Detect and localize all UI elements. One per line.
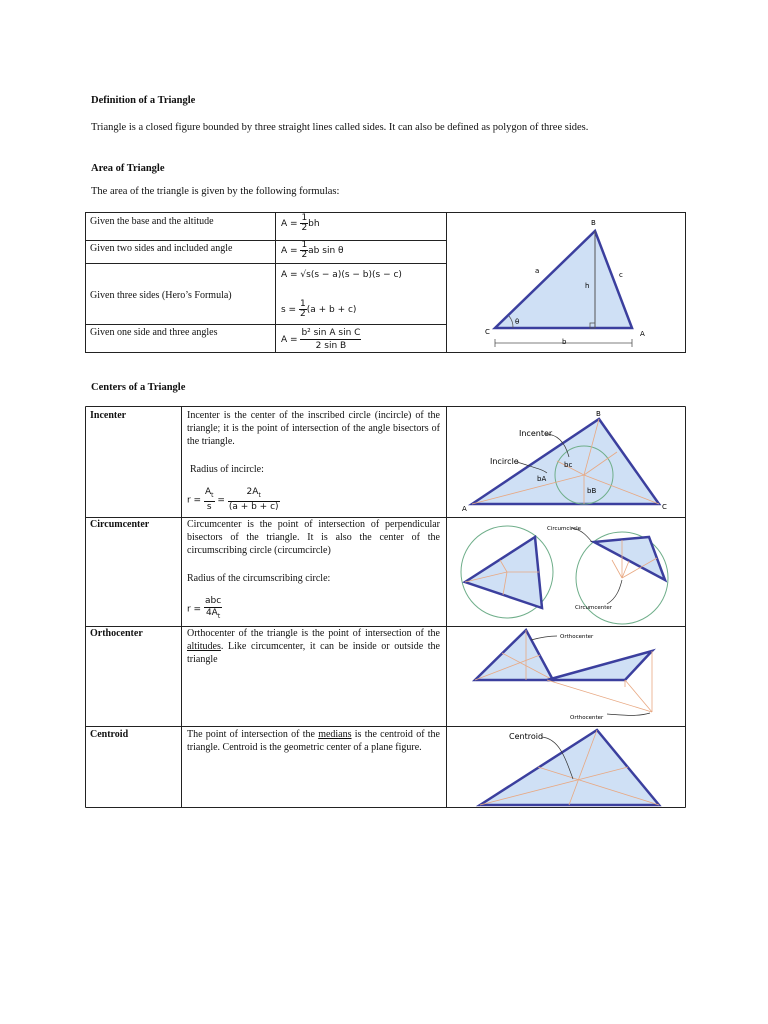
formula-two-sides-angle: A = $\frac{1}{2}$ ab sin θ (281, 240, 344, 260)
medians-link[interactable]: medians (318, 729, 352, 740)
incenter-vertex-b: B (596, 410, 601, 418)
circumcircle-label: Circumcircle (547, 526, 582, 532)
definition-heading: Definition of a Triangle (91, 95, 196, 106)
bisector-label-a: bA (537, 475, 547, 483)
area-intro: The area of the triangle is given by the following formulas: (91, 186, 340, 197)
orthocenter-title: Orthocenter (90, 628, 143, 639)
orthocenter-label-top: Orthocenter (560, 634, 594, 640)
centroid-label: Centroid (509, 732, 544, 741)
theta-label: θ (515, 318, 520, 326)
centers-heading: Centers of a Triangle (91, 382, 186, 393)
area-row-label: Given the base and the altitude (90, 216, 214, 227)
height-label: h (585, 282, 590, 290)
vertex-label-c: C (485, 328, 490, 336)
area-heading: Area of Triangle (91, 163, 165, 174)
incenter-label: Incenter (519, 429, 553, 438)
vertex-label-b: B (591, 219, 596, 227)
area-row-label: Given one side and three angles (90, 327, 218, 338)
orthocenter-diagram (447, 627, 685, 726)
circumcenter-diagram (447, 518, 685, 626)
vertex-label-a: A (640, 330, 645, 338)
orthocenter-description: Orthocenter of the triangle is the point of intersection of the altitudes. Like circumcenter, it can be inside or outside the triangle (187, 628, 440, 665)
altitudes-link[interactable]: altitudes (187, 641, 221, 652)
circumcircle-radius-label: Radius of the circumscribing circle: (187, 573, 331, 584)
area-row-label: Given three sides (Hero’s Formula) (90, 290, 232, 301)
definition-text: Triangle is a closed figure bounded by three straight lines called sides. It can also be defined as polygon of three sides. (91, 122, 589, 133)
incenter-description: Incenter is the center of the inscribed circle (incircle) of the triangle; it is the point of intersection of the angle bisectors of the triangle. (187, 410, 440, 447)
circumcircle-radius-formula: r = $\frac{\text{abc}}{4A_t}$ (187, 596, 222, 620)
centroid-triangle (480, 730, 659, 805)
incenter-vertex-a: A (462, 505, 467, 513)
bisector-label-c: bc (564, 461, 573, 469)
incenter-diagram (447, 407, 685, 517)
circumcenter-label: Circumcenter (575, 605, 613, 611)
formula-semiperimeter: s = $\frac{1}{2}$ (a + b + c) (281, 299, 357, 319)
incircle-radius-formula: r = $\frac{A_t}{s}$ = $\frac{2A_t}{(a + b + c)}$ (187, 487, 279, 512)
incenter-title: Incenter (90, 410, 127, 421)
orthocenter-label-bottom: Orthocenter (570, 715, 604, 721)
circumcenter-description: Circumcenter is the point of intersection of perpendicular bisectors of the triangle. It is also the center of the circumscribing circle (circumcircle) (187, 519, 440, 556)
circumcenter-title: Circumcenter (90, 519, 150, 530)
incenter-vertex-c: C (662, 503, 667, 511)
centroid-description: The point of intersection of the medians is the centroid of the triangle. Centroid is the geometric center of a plane figure. (187, 729, 440, 753)
bisector-label-b: bB (587, 487, 597, 495)
side-label-c: c (619, 271, 623, 279)
side-label-a: a (535, 267, 540, 275)
centroid-diagram (447, 727, 685, 807)
orthocenter-triangle-right (547, 651, 652, 680)
incircle-radius-label: Radius of incircle: (190, 464, 264, 475)
formula-base-altitude: A = $\frac{1}{2}$ bh (281, 213, 320, 233)
base-label: b (562, 338, 567, 346)
incircle-label: Incircle (490, 457, 519, 466)
area-row-label: Given two sides and included angle (90, 243, 233, 254)
formula-one-side-three-angles: A = $\frac{\text{b² sin A sin C}}{\text{2 sin B}}$ (281, 328, 361, 351)
formula-heron: A = √s(s − a)(s − b)(s − c) (281, 270, 402, 280)
centroid-title: Centroid (90, 729, 129, 740)
